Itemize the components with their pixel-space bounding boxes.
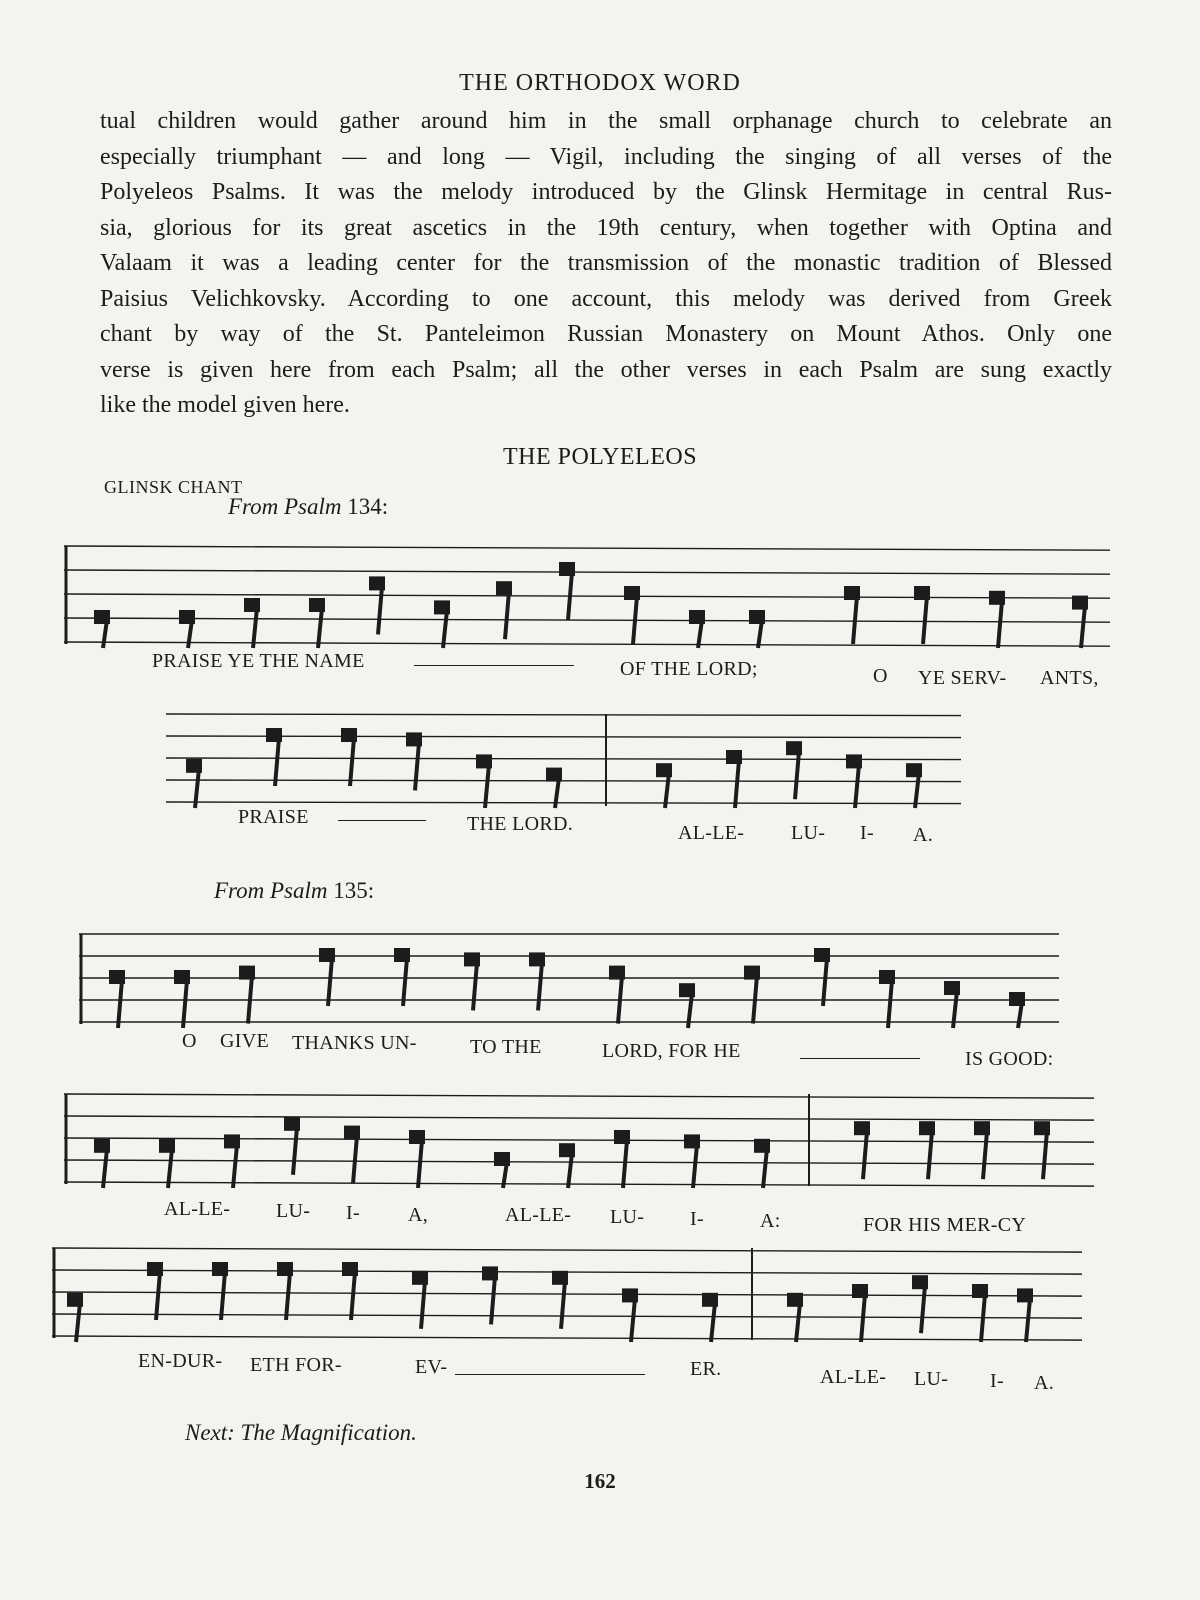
lyric: AL-LE- xyxy=(164,1198,231,1220)
note-stem xyxy=(351,1272,355,1320)
note-stem xyxy=(823,958,827,1006)
lyric: A: xyxy=(760,1210,781,1232)
chant-note xyxy=(914,586,930,644)
chant-note xyxy=(786,741,802,799)
chant-note xyxy=(244,598,260,648)
note-stem xyxy=(253,608,257,648)
note-stem xyxy=(693,1144,697,1188)
staff-line xyxy=(52,1314,1082,1318)
running-head: THE ORTHODOX WORD xyxy=(459,70,741,96)
lyric: LU- xyxy=(276,1200,311,1222)
note-stem xyxy=(915,773,919,808)
note-stem xyxy=(795,751,799,799)
chant-note xyxy=(684,1134,700,1188)
note-stem xyxy=(443,610,447,648)
note-stem xyxy=(568,1153,572,1188)
note-stem xyxy=(711,1303,715,1342)
chant-note xyxy=(906,763,922,808)
note-stem xyxy=(688,993,692,1028)
note-stem xyxy=(981,1294,985,1342)
note-stem xyxy=(415,742,419,790)
chant-note xyxy=(989,591,1005,648)
chant-note xyxy=(614,1130,630,1188)
paragraph-line: sia, glorious for its great ascetics in the 19th century, when together with Optina and xyxy=(100,214,1112,241)
psalm-prefix: From Psalm xyxy=(228,494,342,519)
note-stem xyxy=(853,596,857,644)
note-stem xyxy=(156,1272,160,1320)
lyric: O xyxy=(873,665,888,687)
chant-note xyxy=(689,610,705,648)
chant-note xyxy=(852,1284,868,1342)
chant-note xyxy=(1034,1121,1050,1179)
chant-note xyxy=(159,1139,175,1188)
note-stem xyxy=(103,620,107,648)
paragraph-line: chant by way of the St. Panteleimon Russian Monastery on Mount Athos. Only one xyxy=(100,321,1112,347)
note-stem xyxy=(275,738,279,786)
paragraph-line: Polyeleos Psalms. It was the melody introduced by the Glinsk Hermitage in central Rus- xyxy=(100,179,1112,205)
staff-line xyxy=(166,736,961,738)
section-title: THE POLYELEOS xyxy=(502,444,698,470)
lyric: IS GOOD: xyxy=(965,1048,1054,1070)
note-stem xyxy=(735,760,739,808)
psalm-135-label xyxy=(214,878,374,904)
chant-note xyxy=(622,1288,638,1342)
chant-note xyxy=(529,952,545,1010)
note-stem xyxy=(998,601,1002,648)
note-stem xyxy=(421,1281,425,1329)
psalm-prefix: From Psalm xyxy=(214,878,328,903)
body-paragraph xyxy=(100,104,1112,424)
staff-line xyxy=(52,1336,1082,1340)
chant-note xyxy=(972,1284,988,1342)
chant-note xyxy=(679,983,695,1028)
staff-line xyxy=(64,1160,1094,1164)
lyric: LORD, FOR HE xyxy=(602,1040,741,1062)
chant-note xyxy=(369,576,385,634)
note-stem xyxy=(248,976,252,1024)
lyric: LU- xyxy=(914,1368,949,1390)
chant-note xyxy=(309,598,325,648)
note-stem xyxy=(921,1285,925,1333)
staff-line xyxy=(64,1138,1094,1142)
psalm-134-label xyxy=(228,494,388,520)
chant-note xyxy=(174,970,190,1028)
staff-line xyxy=(64,594,1110,598)
paragraph-line: tual children would gather around him in the small orphanage church to celebrate an xyxy=(100,108,1112,134)
note-stem xyxy=(221,1272,225,1320)
paragraph-line: Valaam it was a leading center for the transmission of the monastic tradition of Blessed xyxy=(100,250,1112,276)
music-staff-1 xyxy=(64,538,1110,648)
chant-note xyxy=(912,1275,928,1333)
note-stem xyxy=(233,1144,237,1188)
chant-note xyxy=(814,948,830,1006)
note-stem xyxy=(118,980,122,1028)
lyric: TO THE xyxy=(470,1036,542,1058)
music-staff-4 xyxy=(64,1086,1100,1198)
chant-note xyxy=(624,586,640,644)
chant-note xyxy=(552,1271,568,1329)
chant-note xyxy=(609,966,625,1024)
lyric-extender xyxy=(800,1058,920,1059)
lyric: O xyxy=(182,1030,197,1052)
chant-note xyxy=(109,970,125,1028)
note-stem xyxy=(928,1131,932,1179)
next-note: Next: The Magnification. xyxy=(185,1420,417,1445)
lyric: THE LORD. xyxy=(467,813,574,835)
chant-note xyxy=(412,1271,428,1329)
note-stem xyxy=(1026,1298,1030,1342)
chant-note xyxy=(464,952,480,1010)
chant-note xyxy=(67,1293,83,1342)
chant-note xyxy=(726,750,742,808)
chant-note xyxy=(844,586,860,644)
chant-note xyxy=(494,1152,510,1188)
note-stem xyxy=(473,962,477,1010)
note-stem xyxy=(403,958,407,1006)
note-stem xyxy=(350,738,354,786)
chant-note xyxy=(656,763,672,808)
chant-note xyxy=(496,581,512,639)
paragraph-line: Paisius Velichkovsky. According to one account, this melody was derived from Greek xyxy=(100,285,1112,312)
lyric: LU- xyxy=(791,822,826,844)
staff-line xyxy=(64,570,1110,574)
lyric: I- xyxy=(690,1208,704,1230)
note-stem xyxy=(763,1149,767,1188)
note-stem xyxy=(188,620,192,648)
lyric-extender xyxy=(455,1374,645,1375)
lyric: ETH FOR- xyxy=(250,1354,342,1376)
note-stem xyxy=(505,591,509,639)
staff-line xyxy=(64,546,1110,550)
chant-note xyxy=(974,1121,990,1179)
note-stem xyxy=(293,1127,297,1175)
page-number: 162 xyxy=(584,1469,616,1493)
lyric: PRAISE YE THE NAME xyxy=(152,650,365,672)
music-staff-2 xyxy=(166,706,981,806)
lyric: THANKS UN- xyxy=(292,1032,417,1054)
lyric-extender xyxy=(338,820,426,821)
staff-line xyxy=(64,1116,1094,1120)
note-stem xyxy=(353,1136,357,1184)
note-stem xyxy=(863,1131,867,1179)
staff-line xyxy=(52,1292,1082,1296)
note-stem xyxy=(923,596,927,644)
lyric: A. xyxy=(913,824,934,846)
note-stem xyxy=(855,764,859,808)
note-stem xyxy=(623,1140,627,1188)
lyric: EN-DUR- xyxy=(138,1350,223,1372)
paragraph-line: like the model given here. xyxy=(100,392,350,418)
lyric-extender xyxy=(414,665,574,666)
chant-note xyxy=(212,1262,228,1320)
chant-note xyxy=(284,1117,300,1175)
lyric: FOR HIS MER-CY xyxy=(863,1214,1027,1236)
note-stem xyxy=(888,980,892,1028)
note-stem xyxy=(861,1294,865,1342)
staff-line xyxy=(166,802,961,804)
note-stem xyxy=(286,1272,290,1320)
lyric: A. xyxy=(1034,1372,1055,1394)
chant-note xyxy=(186,759,202,808)
chant-note xyxy=(341,728,357,786)
psalm-number: 134: xyxy=(347,494,389,519)
chant-note xyxy=(394,948,410,1006)
chant-note xyxy=(342,1262,358,1320)
staff-line xyxy=(64,1182,1094,1186)
lyric: AL-LE- xyxy=(678,822,745,844)
lyric: AL-LE- xyxy=(820,1366,887,1388)
chant-note xyxy=(409,1130,425,1188)
lyric: I- xyxy=(990,1370,1004,1392)
chant-note xyxy=(559,562,575,620)
lyric: ER. xyxy=(690,1358,722,1380)
note-stem xyxy=(796,1303,800,1342)
note-stem xyxy=(328,958,332,1006)
note-stem xyxy=(631,1298,635,1342)
chant-note xyxy=(147,1262,163,1320)
lyric: A, xyxy=(408,1204,429,1226)
chant-note xyxy=(944,981,960,1028)
chant-note xyxy=(879,970,895,1028)
note-stem xyxy=(698,620,702,648)
note-stem xyxy=(633,596,637,644)
staff-line xyxy=(166,714,961,716)
note-stem xyxy=(753,976,757,1024)
paragraph-line: especially triumphant — and long — Vigil, including the singing of all verses of the xyxy=(100,143,1112,170)
lyric: OF THE LORD; xyxy=(620,658,758,680)
staff-line xyxy=(166,758,961,760)
staff-line xyxy=(64,642,1110,646)
chant-note xyxy=(702,1293,718,1342)
note-stem xyxy=(418,1140,422,1188)
chant-note xyxy=(239,966,255,1024)
lyric: I- xyxy=(860,822,874,844)
note-stem xyxy=(485,764,489,808)
lyric: GIVE xyxy=(220,1030,269,1052)
chant-note xyxy=(266,728,282,786)
note-stem xyxy=(1081,606,1085,648)
note-stem xyxy=(758,620,762,648)
lyric: LU- xyxy=(610,1206,645,1228)
note-stem xyxy=(618,976,622,1024)
note-stem xyxy=(183,980,187,1028)
chant-note xyxy=(319,948,335,1006)
note-stem xyxy=(1043,1131,1047,1179)
chant-note xyxy=(559,1143,575,1188)
staff-line xyxy=(64,618,1110,622)
chant-note xyxy=(344,1126,360,1184)
music-staff-3 xyxy=(79,930,1064,1030)
chant-note xyxy=(854,1121,870,1179)
note-stem xyxy=(491,1276,495,1324)
lyric: EV- xyxy=(415,1356,448,1378)
lyric: I- xyxy=(346,1202,360,1224)
music-staff-5 xyxy=(52,1240,1122,1356)
chant-note xyxy=(546,768,562,808)
staff-line xyxy=(64,1094,1094,1098)
chant-note xyxy=(749,610,765,648)
lyric: PRAISE xyxy=(238,806,309,828)
psalm-number: 135: xyxy=(333,878,375,903)
lyric: YE SERV- xyxy=(918,667,1007,689)
chant-note xyxy=(744,966,760,1024)
chant-note xyxy=(1017,1288,1033,1342)
note-stem xyxy=(378,586,382,634)
chant-name: GLINSK CHANT xyxy=(104,477,243,497)
paragraph-line: verse is given here from each Psalm; all the other verses in each Psalm are sung exactly xyxy=(100,356,1112,383)
chant-note xyxy=(434,600,450,648)
note-stem xyxy=(983,1131,987,1179)
staff-line xyxy=(166,780,961,782)
lyric: ANTS, xyxy=(1040,667,1099,689)
chant-note xyxy=(406,732,422,790)
lyric: AL-LE- xyxy=(505,1204,572,1226)
note-stem xyxy=(561,1281,565,1329)
note-stem xyxy=(538,962,542,1010)
chant-note xyxy=(919,1121,935,1179)
note-stem xyxy=(318,608,322,648)
note-stem xyxy=(568,572,572,620)
staff-line xyxy=(52,1248,1082,1252)
chant-note xyxy=(277,1262,293,1320)
chant-note xyxy=(94,1139,110,1188)
